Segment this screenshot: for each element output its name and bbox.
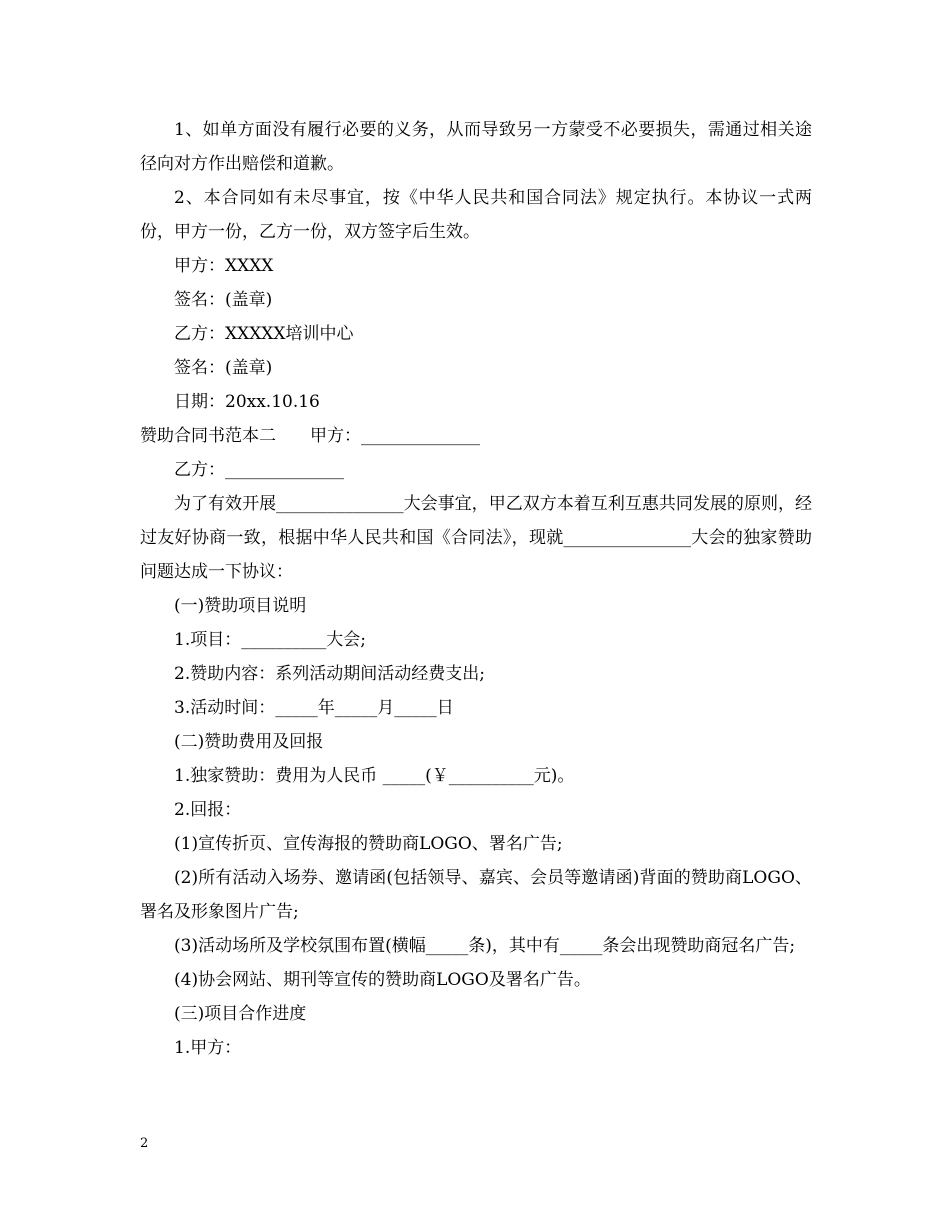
- template-two-heading: 赞助合同书范本二 甲方：______________: [140, 426, 480, 446]
- item-returns: 2.回报：: [174, 800, 242, 820]
- section-heading-fees: (二)赞助费用及回报: [174, 732, 324, 752]
- item-activity-time: 3.活动时间：_____年_____月_____日: [174, 698, 454, 718]
- item-exclusive-sponsorship: 1.独家赞助：费用为人民币 _____(￥__________元)。: [174, 766, 575, 786]
- preamble-paragraph: 为了有效开展_______________大会事宜，甲乙双方本着互利互惠共同发展的原则，经过友好协商一致，根据中华人民共和国《合同法》，现就_______________大会的独家赞助问题达成一下协议：: [140, 494, 812, 582]
- section-heading-progress: (三)项目合作进度: [174, 1004, 307, 1024]
- return-item-1: (1)宣传折页、宣传海报的赞助商LOGO、署名广告;: [174, 834, 563, 854]
- page-number: 2: [140, 1136, 149, 1151]
- item-party-a: 1.甲方：: [174, 1038, 242, 1058]
- document-body: [140, 113, 812, 1065]
- party-a-name: 甲方：XXXX: [174, 256, 274, 276]
- return-item-3: (3)活动场所及学校氛围布置(横幅_____条)，其中有_____条会出现赞助商冠名广告;: [174, 936, 796, 956]
- item-sponsorship-content: 2.赞助内容：系列活动期间活动经费支出;: [174, 664, 485, 684]
- return-item-4: (4)协会网站、期刊等宣传的赞助商LOGO及署名广告。: [174, 970, 591, 990]
- clause-unresolved-matters: 2、本合同如有未尽事宜，按《中华人民共和国合同法》规定执行。本协议一式两份，甲方一份，乙方一份，双方签字后生效。: [140, 188, 812, 242]
- party-b-name: 乙方：XXXXX培训中心: [174, 324, 354, 344]
- signing-date: 日期：20xx.10.16: [174, 392, 320, 412]
- section-heading-project: (一)赞助项目说明: [174, 596, 307, 616]
- item-project: 1.项目：__________大会;: [174, 630, 366, 650]
- party-b-signature: 签名：(盖章): [174, 358, 273, 378]
- party-a-signature: 签名：(盖章): [174, 290, 273, 310]
- return-item-2: (2)所有活动入场券、邀请函(包括领导、嘉宾、会员等邀请函)背面的赞助商LOGO、署名及形象图片广告;: [140, 868, 812, 922]
- template-two-party-b: 乙方：______________: [174, 460, 344, 480]
- clause-compensation: 1、如单方面没有履行必要的义务，从而导致另一方蒙受不必要损失，需通过相关途径向对方作出赔偿和道歉。: [140, 120, 812, 174]
